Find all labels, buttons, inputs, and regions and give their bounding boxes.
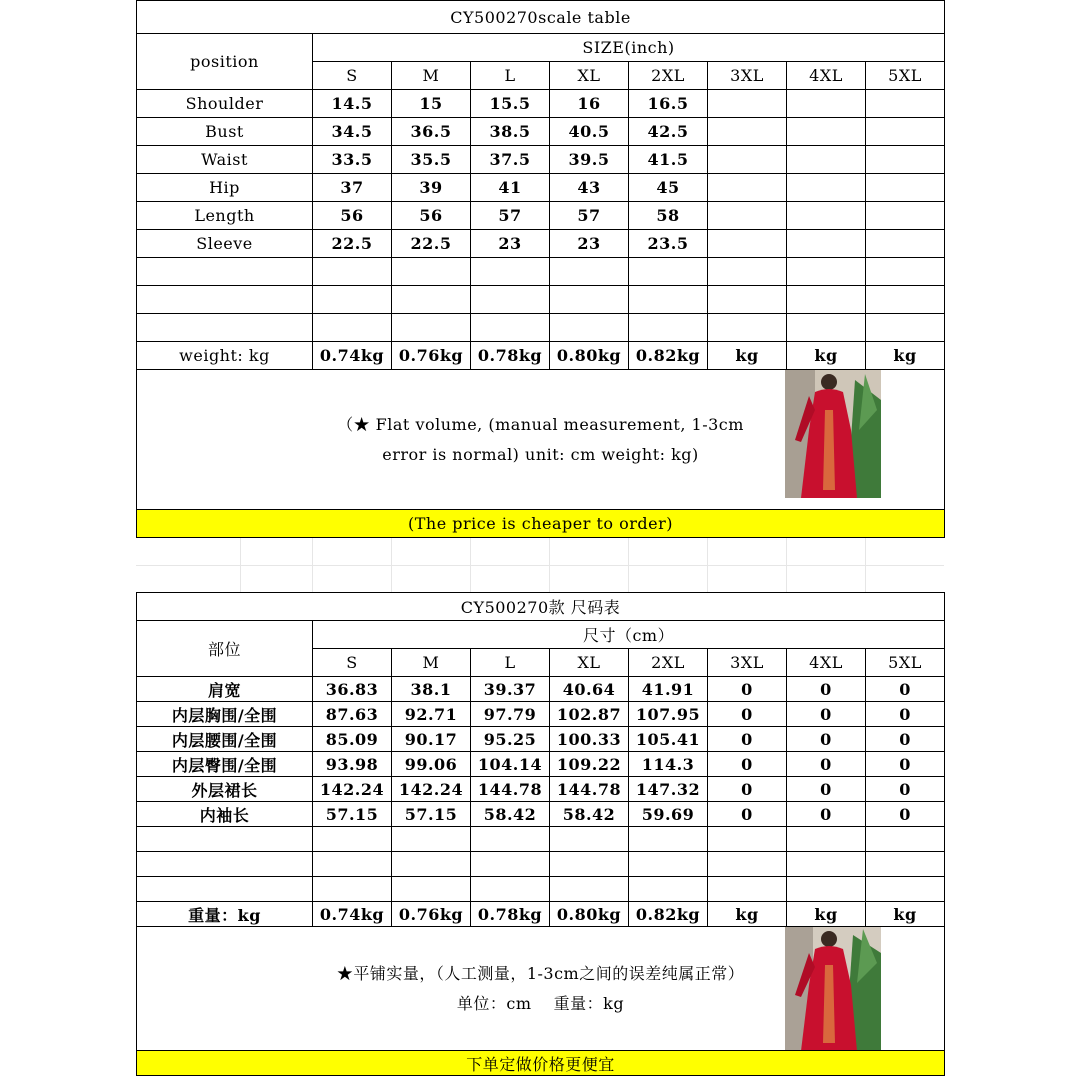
empty-cell <box>866 314 945 342</box>
measurement-cell: 0 <box>866 677 945 702</box>
measurement-cell: 107.95 <box>629 702 708 727</box>
empty-cell <box>137 314 313 342</box>
row-label: 内层腰围/全围 <box>137 727 313 752</box>
measurement-cell <box>708 118 787 146</box>
measurement-cell: 100.33 <box>550 727 629 752</box>
size-label: M <box>392 649 471 677</box>
measurement-cell: 0 <box>708 802 787 827</box>
empty-cell <box>787 258 866 286</box>
measurement-cell: 36.5 <box>392 118 471 146</box>
chinese-size-header: 尺寸（cm） <box>313 621 945 649</box>
empty-cell <box>629 827 708 852</box>
size-label: 5XL <box>866 62 945 90</box>
red-dress-photo-icon <box>785 370 881 498</box>
measurement-cell <box>708 146 787 174</box>
measurement-cell: 0 <box>787 752 866 777</box>
english-position-header: position <box>137 34 313 90</box>
measurement-cell: 38.1 <box>392 677 471 702</box>
measurement-cell <box>787 90 866 118</box>
empty-cell <box>313 314 392 342</box>
empty-cell <box>787 852 866 877</box>
measurement-cell: 109.22 <box>550 752 629 777</box>
measurement-cell: 16 <box>550 90 629 118</box>
empty-cell <box>629 258 708 286</box>
empty-cell <box>708 314 787 342</box>
measurement-cell <box>708 174 787 202</box>
measurement-cell: 93.98 <box>313 752 392 777</box>
row-label: 内袖长 <box>137 802 313 827</box>
weight-label: 重量：kg <box>137 902 313 927</box>
weight-value: kg <box>866 342 945 370</box>
empty-cell <box>550 852 629 877</box>
size-label: 3XL <box>708 649 787 677</box>
empty-cell <box>708 286 787 314</box>
measurement-cell <box>866 230 945 258</box>
measurement-cell: 0 <box>866 777 945 802</box>
table-row <box>137 727 945 752</box>
empty-cell <box>137 286 313 314</box>
measurement-cell: 0 <box>787 802 866 827</box>
empty-cell <box>787 827 866 852</box>
size-label: 4XL <box>787 649 866 677</box>
measurement-cell: 95.25 <box>471 727 550 752</box>
row-label: Shoulder <box>137 90 313 118</box>
measurement-cell <box>866 202 945 230</box>
measurement-cell: 40.5 <box>550 118 629 146</box>
measurement-cell: 0 <box>787 777 866 802</box>
empty-cell <box>471 286 550 314</box>
empty-cell <box>550 258 629 286</box>
measurement-cell: 39 <box>392 174 471 202</box>
empty-cell <box>392 852 471 877</box>
measurement-cell: 37.5 <box>471 146 550 174</box>
measurement-cell: 35.5 <box>392 146 471 174</box>
size-label: S <box>313 62 392 90</box>
measurement-cell: 57.15 <box>313 802 392 827</box>
chinese-note-line-1: ★平铺实量，（人工测量，1-3cm之间的误差纯属正常） <box>336 963 745 983</box>
measurement-cell: 0 <box>708 752 787 777</box>
empty-cell <box>708 877 787 902</box>
size-label: L <box>471 62 550 90</box>
chinese-table-title: CY500270款 尺码表 <box>137 593 945 621</box>
measurement-cell: 41.91 <box>629 677 708 702</box>
english-footer-banner: (The price is cheaper to order) <box>137 510 945 538</box>
empty-cell <box>137 827 313 852</box>
measurement-cell: 102.87 <box>550 702 629 727</box>
chinese-footer-banner: 下单定做价格更便宜 <box>137 1051 945 1076</box>
measurement-cell: 0 <box>708 727 787 752</box>
empty-cell <box>866 258 945 286</box>
empty-cell <box>866 877 945 902</box>
english-note-line-1: （★ Flat volume, (manual measurement, 1-3cm <box>337 414 744 434</box>
weight-value: 0.82kg <box>629 342 708 370</box>
measurement-cell: 144.78 <box>550 777 629 802</box>
weight-value: kg <box>708 902 787 927</box>
measurement-cell: 0 <box>708 677 787 702</box>
size-label: XL <box>550 62 629 90</box>
measurement-cell <box>787 230 866 258</box>
chinese-size-table <box>136 592 945 1076</box>
measurement-cell: 39.37 <box>471 677 550 702</box>
english-note-cell <box>137 370 945 510</box>
row-label: Bust <box>137 118 313 146</box>
weight-value: 0.80kg <box>550 902 629 927</box>
measurement-cell: 58 <box>629 202 708 230</box>
empty-cell <box>629 286 708 314</box>
measurement-cell <box>866 146 945 174</box>
measurement-cell: 34.5 <box>313 118 392 146</box>
empty-cell <box>471 852 550 877</box>
empty-cell <box>629 314 708 342</box>
weight-label: weight: kg <box>137 342 313 370</box>
row-label: Hip <box>137 174 313 202</box>
empty-cell <box>313 852 392 877</box>
measurement-cell: 33.5 <box>313 146 392 174</box>
empty-cell <box>313 258 392 286</box>
measurement-cell: 92.71 <box>392 702 471 727</box>
measurement-cell: 0 <box>708 702 787 727</box>
empty-cell <box>471 314 550 342</box>
measurement-cell: 57 <box>550 202 629 230</box>
size-label: M <box>392 62 471 90</box>
measurement-cell: 57 <box>471 202 550 230</box>
measurement-cell: 144.78 <box>471 777 550 802</box>
empty-cell <box>313 286 392 314</box>
empty-cell <box>787 286 866 314</box>
measurement-cell: 15 <box>392 90 471 118</box>
measurement-cell: 42.5 <box>629 118 708 146</box>
measurement-cell: 90.17 <box>392 727 471 752</box>
measurement-cell <box>866 174 945 202</box>
weight-value: kg <box>708 342 787 370</box>
chinese-note-line-2: 单位：cm 重量：kg <box>456 993 625 1013</box>
empty-cell <box>787 877 866 902</box>
chinese-note-cell <box>137 927 945 1051</box>
measurement-cell: 142.24 <box>313 777 392 802</box>
table-row <box>137 146 945 174</box>
measurement-cell: 0 <box>866 702 945 727</box>
measurement-cell <box>866 118 945 146</box>
measurement-cell: 39.5 <box>550 146 629 174</box>
measurement-cell <box>708 202 787 230</box>
empty-cell <box>313 877 392 902</box>
measurement-cell: 43 <box>550 174 629 202</box>
measurement-cell: 87.63 <box>313 702 392 727</box>
size-label: XL <box>550 649 629 677</box>
size-label: L <box>471 649 550 677</box>
empty-cell <box>708 258 787 286</box>
measurement-cell: 22.5 <box>392 230 471 258</box>
table-row <box>137 90 945 118</box>
table-row <box>137 777 945 802</box>
chinese-weight-row <box>137 902 945 927</box>
size-label: 4XL <box>787 62 866 90</box>
table-row <box>137 230 945 258</box>
row-label: 内层胸围/全围 <box>137 702 313 727</box>
weight-value: 0.78kg <box>471 902 550 927</box>
weight-value: 0.80kg <box>550 342 629 370</box>
measurement-cell: 0 <box>866 802 945 827</box>
measurement-cell <box>708 90 787 118</box>
empty-cell <box>787 314 866 342</box>
measurement-cell: 58.42 <box>471 802 550 827</box>
empty-cell <box>708 827 787 852</box>
measurement-cell: 56 <box>392 202 471 230</box>
table-row <box>137 752 945 777</box>
empty-cell <box>313 827 392 852</box>
measurement-cell <box>787 118 866 146</box>
measurement-cell: 23 <box>471 230 550 258</box>
measurement-cell: 37 <box>313 174 392 202</box>
table-row <box>137 118 945 146</box>
measurement-cell: 114.3 <box>629 752 708 777</box>
measurement-cell: 104.14 <box>471 752 550 777</box>
measurement-cell: 23 <box>550 230 629 258</box>
measurement-cell: 57.15 <box>392 802 471 827</box>
empty-cell <box>471 827 550 852</box>
weight-value: 0.78kg <box>471 342 550 370</box>
empty-cell <box>866 852 945 877</box>
table-row <box>137 702 945 727</box>
empty-cell <box>137 258 313 286</box>
measurement-cell: 40.64 <box>550 677 629 702</box>
empty-cell <box>137 852 313 877</box>
chinese-position-header: 部位 <box>137 621 313 677</box>
empty-cell <box>392 286 471 314</box>
empty-cell <box>392 258 471 286</box>
measurement-cell: 0 <box>866 752 945 777</box>
english-note-line-2: error is normal) unit: cm weight: kg) <box>382 444 699 464</box>
row-label: Sleeve <box>137 230 313 258</box>
red-dress-photo-icon <box>785 927 881 1051</box>
measurement-cell: 36.83 <box>313 677 392 702</box>
measurement-cell: 41 <box>471 174 550 202</box>
row-label: Length <box>137 202 313 230</box>
english-table-title: CY500270scale table <box>137 1 945 34</box>
measurement-cell: 0 <box>866 727 945 752</box>
table-row <box>137 677 945 702</box>
measurement-cell: 41.5 <box>629 146 708 174</box>
measurement-cell: 38.5 <box>471 118 550 146</box>
empty-cell <box>629 877 708 902</box>
english-size-table <box>136 0 945 538</box>
size-label: 5XL <box>866 649 945 677</box>
size-label: 2XL <box>629 62 708 90</box>
empty-cell <box>550 314 629 342</box>
measurement-cell: 15.5 <box>471 90 550 118</box>
empty-cell <box>629 852 708 877</box>
table-row <box>137 202 945 230</box>
measurement-cell: 59.69 <box>629 802 708 827</box>
table-row <box>137 174 945 202</box>
table-row <box>137 802 945 827</box>
row-label: 肩宽 <box>137 677 313 702</box>
weight-value: 0.76kg <box>392 902 471 927</box>
empty-cell <box>550 286 629 314</box>
measurement-cell <box>787 202 866 230</box>
weight-value: 0.74kg <box>313 902 392 927</box>
size-label: S <box>313 649 392 677</box>
measurement-cell: 0 <box>708 777 787 802</box>
english-size-header: SIZE(inch) <box>313 34 945 62</box>
row-label: 外层裙长 <box>137 777 313 802</box>
measurement-cell: 0 <box>787 727 866 752</box>
size-label: 2XL <box>629 649 708 677</box>
weight-value: 0.76kg <box>392 342 471 370</box>
empty-cell <box>550 877 629 902</box>
measurement-cell: 56 <box>313 202 392 230</box>
row-label: 内层臀围/全围 <box>137 752 313 777</box>
measurement-cell: 97.79 <box>471 702 550 727</box>
row-label: Waist <box>137 146 313 174</box>
empty-cell <box>392 314 471 342</box>
measurement-cell: 0 <box>787 702 866 727</box>
measurement-cell <box>708 230 787 258</box>
measurement-cell <box>787 174 866 202</box>
measurement-cell <box>866 90 945 118</box>
measurement-cell: 105.41 <box>629 727 708 752</box>
english-weight-row <box>137 342 945 370</box>
measurement-cell: 23.5 <box>629 230 708 258</box>
measurement-cell: 22.5 <box>313 230 392 258</box>
measurement-cell: 99.06 <box>392 752 471 777</box>
empty-cell <box>708 852 787 877</box>
measurement-cell: 14.5 <box>313 90 392 118</box>
measurement-cell <box>787 146 866 174</box>
empty-cell <box>392 827 471 852</box>
measurement-cell: 58.42 <box>550 802 629 827</box>
weight-value: 0.74kg <box>313 342 392 370</box>
empty-cell <box>471 877 550 902</box>
measurement-cell: 0 <box>787 677 866 702</box>
empty-cell <box>392 877 471 902</box>
empty-cell <box>866 827 945 852</box>
measurement-cell: 45 <box>629 174 708 202</box>
empty-cell <box>471 258 550 286</box>
weight-value: kg <box>866 902 945 927</box>
empty-cell <box>137 877 313 902</box>
measurement-cell: 142.24 <box>392 777 471 802</box>
weight-value: kg <box>787 342 866 370</box>
weight-value: kg <box>787 902 866 927</box>
measurement-cell: 147.32 <box>629 777 708 802</box>
weight-value: 0.82kg <box>629 902 708 927</box>
empty-cell <box>550 827 629 852</box>
measurement-cell: 16.5 <box>629 90 708 118</box>
measurement-cell: 85.09 <box>313 727 392 752</box>
size-label: 3XL <box>708 62 787 90</box>
spreadsheet-gap-grid <box>136 538 944 592</box>
empty-cell <box>866 286 945 314</box>
